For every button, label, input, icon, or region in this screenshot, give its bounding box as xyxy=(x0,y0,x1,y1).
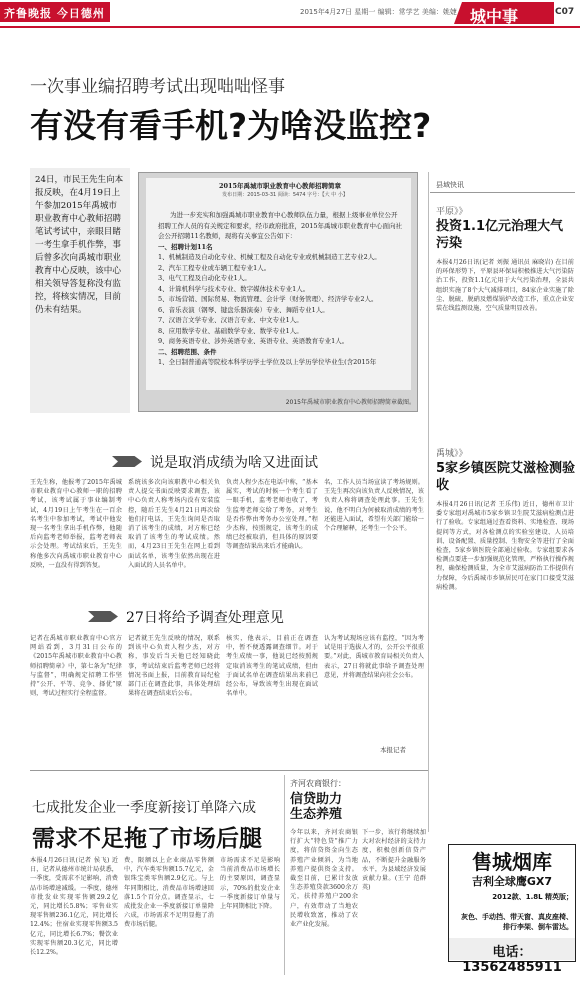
dateline: 2015年4月27日 星期一 编辑：常学艺 美编：姚婕 xyxy=(300,8,457,16)
county-news-label: 县域快讯 xyxy=(436,181,464,189)
bank-col1: 今年以来，齐河农商银行扩大“特色贷”推广力度，将信贷资金向生态养殖产业倾斜，为当地养殖户提供资金支持。截至目前，已累计发放生态养殖贷款3600余万元，扶持养殖户200余户，有效带动了当地农民增收致富，推动了农业产业化发展。 xyxy=(290,829,358,929)
article1-col4: 名，工作人员当场宣读了考场规则。王先生再次向该负责人反映情况，该负责人称将调查处理此事。王先生说，他不明白为何被取消成绩的考生还能进入面试，希望有关部门能给一个合理解释，还考生一个公平。 xyxy=(324,479,424,533)
county-news-rule xyxy=(430,192,575,193)
document-line: 9、商务英语专业、涉外英语专业、英语专业、英语教育专业1人。 xyxy=(158,337,349,345)
byline: 本报记者 xyxy=(380,746,406,754)
masthead: 齐鲁晚报 今日德州 xyxy=(4,7,105,20)
header-rule xyxy=(0,26,580,28)
bank-title: 信贷助力 生态养殖 xyxy=(290,792,343,822)
document-line: 5、市场营销、国际贸易、物流管理、会计学（财务管理）、经济学专业2人。 xyxy=(158,295,378,303)
subhead-1: 说是取消成绩为啥又进面试 xyxy=(150,455,318,471)
bank-kicker: 齐河农商银行： xyxy=(290,779,346,788)
arrow-icon xyxy=(112,456,142,467)
bottom-kicker: 七成批发企业一季度新接订单降六成 xyxy=(32,800,256,816)
ad-title: 售城烟库 xyxy=(472,850,552,874)
article2-col4: 认为考试现场应该有监控，“因为考试是用于选拔人才的，公开公平很重要。”对此，禹城市教育局相关负责人表示，27日将就此事给予调查处理意见，并将调查结果向社会公布。 xyxy=(324,635,424,679)
brief1-place: 平原》》 xyxy=(436,207,468,217)
main-kicker: 一次事业编招聘考试出现咄咄怪事 xyxy=(30,77,285,97)
brief1-body: 本报4月26日讯(记者 刘振 通讯员 麻晓岩) 在目前的环保形势下，平原县环保局积极推进大气污染防治工作，投资1.1亿元用于大气污染治理，全县共组织实施了8个大气减排项目，84家企业实施了除尘、脱硫、脱硝及燃煤锅炉改造工作，重点企业安装在线监测设施，空气质量明显改善。 xyxy=(436,259,574,313)
section-rule xyxy=(30,770,428,771)
document-line: 2、汽车工程专业或车辆工程专业1人。 xyxy=(158,263,271,272)
document-line: 8、应用数学专业、基础数学专业、数学专业1人。 xyxy=(158,326,303,335)
document-title: 2015年禹城市职业教育中心教师招聘简章 xyxy=(218,182,342,190)
arrow-icon xyxy=(88,611,118,622)
ad-detail: 2012款、1.8L 精英版； 灰色、手动挡、带天窗、真皮座椅、排行李架、倒车雷达。 xyxy=(461,893,573,931)
bottom-col2: 费，限额以上企业商品零售额中，汽车类零售额15.7亿元，金银珠宝类零售额2.9亿元。与上年同期相比，消费品市场增速回落1.5个百分点。调查显示，七成批发企业一季度新接订单量降六成，市场需求不足明显拖了消费市场后腿。 xyxy=(124,857,214,929)
brief2-place: 禹城》》 xyxy=(436,449,468,459)
column-divider xyxy=(284,775,285,975)
document-line: 一、招聘计划11名 xyxy=(158,242,213,251)
document-line: 7、汉语言文学专业、汉语言专业、中文专业1人。 xyxy=(158,316,303,324)
brief2-title: 5家乡镇医院艾滋检测验收 xyxy=(436,461,576,493)
page-number: C07 xyxy=(555,7,575,17)
document-body xyxy=(158,210,403,385)
bottom-col3: 市场需求不足是影响当前消费品市场增长的主要原因，调查显示，70%的批发企业一季度新接订单量与上年同期相比下降。 xyxy=(220,857,280,911)
bank-col2: 下一步，该行将继续加大对农村经济的支持力度，积极创新信贷产品，不断提升金融服务水平，为县域经济发展贡献力量。(王宁 范群英) xyxy=(362,829,426,892)
article2-col3: 核实，他表示，目前正在调查中，暂不便透露调查细节。对于考生成绩一事，他说已经按照规定取消该考生的笔试成绩，但由于面试名单在调查结果出来前已经公布，导致该考生出现在面试名单中。 xyxy=(226,635,318,698)
lead-box xyxy=(30,168,130,413)
lead-text: 24日，市民王先生向本报反映，在4月19日上午参加2015年禹城市职业教育中心教师招聘笔试考试中，亲眼目睹一考生拿手机作弊，事后曾多次向禹城市职业教育中心反映，该中心相关领导答复称没有监控，将核实情况，目前仍未有结果。 xyxy=(35,175,124,315)
document-line: 3、电气工程及自动化专业1人。 xyxy=(158,274,251,282)
column-divider xyxy=(428,172,429,832)
section-title: 城中事 xyxy=(470,7,519,26)
ad-subtitle: 吉利全球鹰GX7 xyxy=(471,875,553,888)
article1-col2: 系统该多次向该职教中心相关负责人提交书面反映要求调查，该中心负责人称考场内没有安装监控，随后王先生4月21日再次给他们打电话，王先生询问是否取消了该考生的成绩，对方称已经取消了该考生的考试成绩。然而，4月23日王先生在网上看到面试名单，该考生依然出现在进入面试的人员名单中。 xyxy=(128,479,220,569)
document-line: 4、计算机科学与技术专业、数字媒体技术专业1人。 xyxy=(158,284,310,293)
ad-phone: 电话：13562485911 xyxy=(462,945,562,975)
document-caption: 2015年禹城市职业教育中心教师招聘简章截图。 xyxy=(285,399,415,406)
document-line: 为进一步充实和加强禹城市职业教育中心教师队伍力量，根据上级事业单位公开招聘工作人员的有关规定和要求，经市政府批准，2015年禹城市职业教育中心面向社会公开招聘11名教师，现将有关事宜公告如下： xyxy=(158,211,403,240)
subhead-2: 27日将给予调查处理意见 xyxy=(126,610,284,626)
document-line: 6、音乐表演（钢琴、键盘乐器演奏）专业、舞蹈专业1人。 xyxy=(158,305,329,314)
article2-col2: 记者就王先生反映的情况，联系到该中心负责人程少杰，对方称，事发后当天他已经知晓此事，考试结束后监考老师已经将情况书面上报，目前教育局纪检部门正在调查此事，具体处理结果将在调查结束后公布。 xyxy=(128,635,220,698)
article1-col1: 王先生称，他报考了2015年禹城市职业教育中心教师一职的招聘考试，该考试属于事业编制考试，4月19日上午考生在一百余名考生中参加考试，考试中他发现一名考生拿出手机作弊，他随后向监考老师举报，监考老师表示会处理。考试结束后，王先生称他多次向禹城市职业教育中心反映，一直没有得到答复。 xyxy=(30,479,122,569)
bottom-headline: 需求不足拖了市场后腿 xyxy=(32,826,262,852)
main-headline: 有没有看手机?为啥没监控? xyxy=(30,106,432,145)
brief1-title: 投资1.1亿元治理大气污染 xyxy=(436,219,564,251)
document-line: 1、全日制普通高等院校本科学历学士学位及以上学历学位毕业生(含2015年 xyxy=(158,358,377,366)
document-line: 1、机械制造及自动化专业、机械工程及自动化专业或机械制造工艺专业2人。 xyxy=(158,253,381,261)
article2-col1: 记者在禹城市职业教育中心官方网站看到，3月31日公布的《2015年禹城市职业教育中心教师招聘简章》中，第七条为“纪律与监督”，明确规定招聘工作坚持“公开、平等、竞争、择优”原则，考试过程实行全程监督。 xyxy=(30,635,122,698)
brief2-body: 本报4月26日讯(记者 王乐伟) 近日，德州市卫计委专家组对禹城市5家乡镇卫生院艾滋病检测点进行了验收。专家组通过查看资料、实地检查、现场提问等方式，对各检测点的实验室建设、人员培训、设备配置、质量控制、生物安全等进行了全面检查，5家乡镇医院全部通过验收。专家组要求各检测点要进一步加强规范化管理，严格执行操作规程，确保检测质量，为全市艾滋病防治工作提供有力保障，今后禹城市乡镇居民可在家门口接受艾滋病检测。 xyxy=(436,501,574,591)
document-line: 二、招聘范围、条件 xyxy=(158,347,217,356)
bottom-col1: 本报4月26日讯(记者 侯飞) 近日，记者从德州市统计局获悉，一季度，受需求不足影响，消费品市场增速减缓。一季度，德州市批发业实现零售额29.2亿元，同比增长5.8%；零售业实现零售额236.1亿元，同比增长12.4%；住宿业实现零售额3.5亿元，同比增长6.7%；餐饮业实现零售额20.3亿元，同比增长12.2%。 xyxy=(30,857,118,957)
article1-col3: 负责人程少杰在电话中称，“基本属实，考试的时候一个考生看了一眼手机，监考老师也收了，考生监考老师交给了考务，对考生是否作弊由考务办公室处理。”程少杰称，按照规定，该考生的成绩已经被取消，但具体的原因要等调查结果出来后才能确认。 xyxy=(226,479,318,551)
document-meta: 发布日期：2015-03-31 阅读：5474 字号：【大 中 小】 xyxy=(222,192,348,198)
